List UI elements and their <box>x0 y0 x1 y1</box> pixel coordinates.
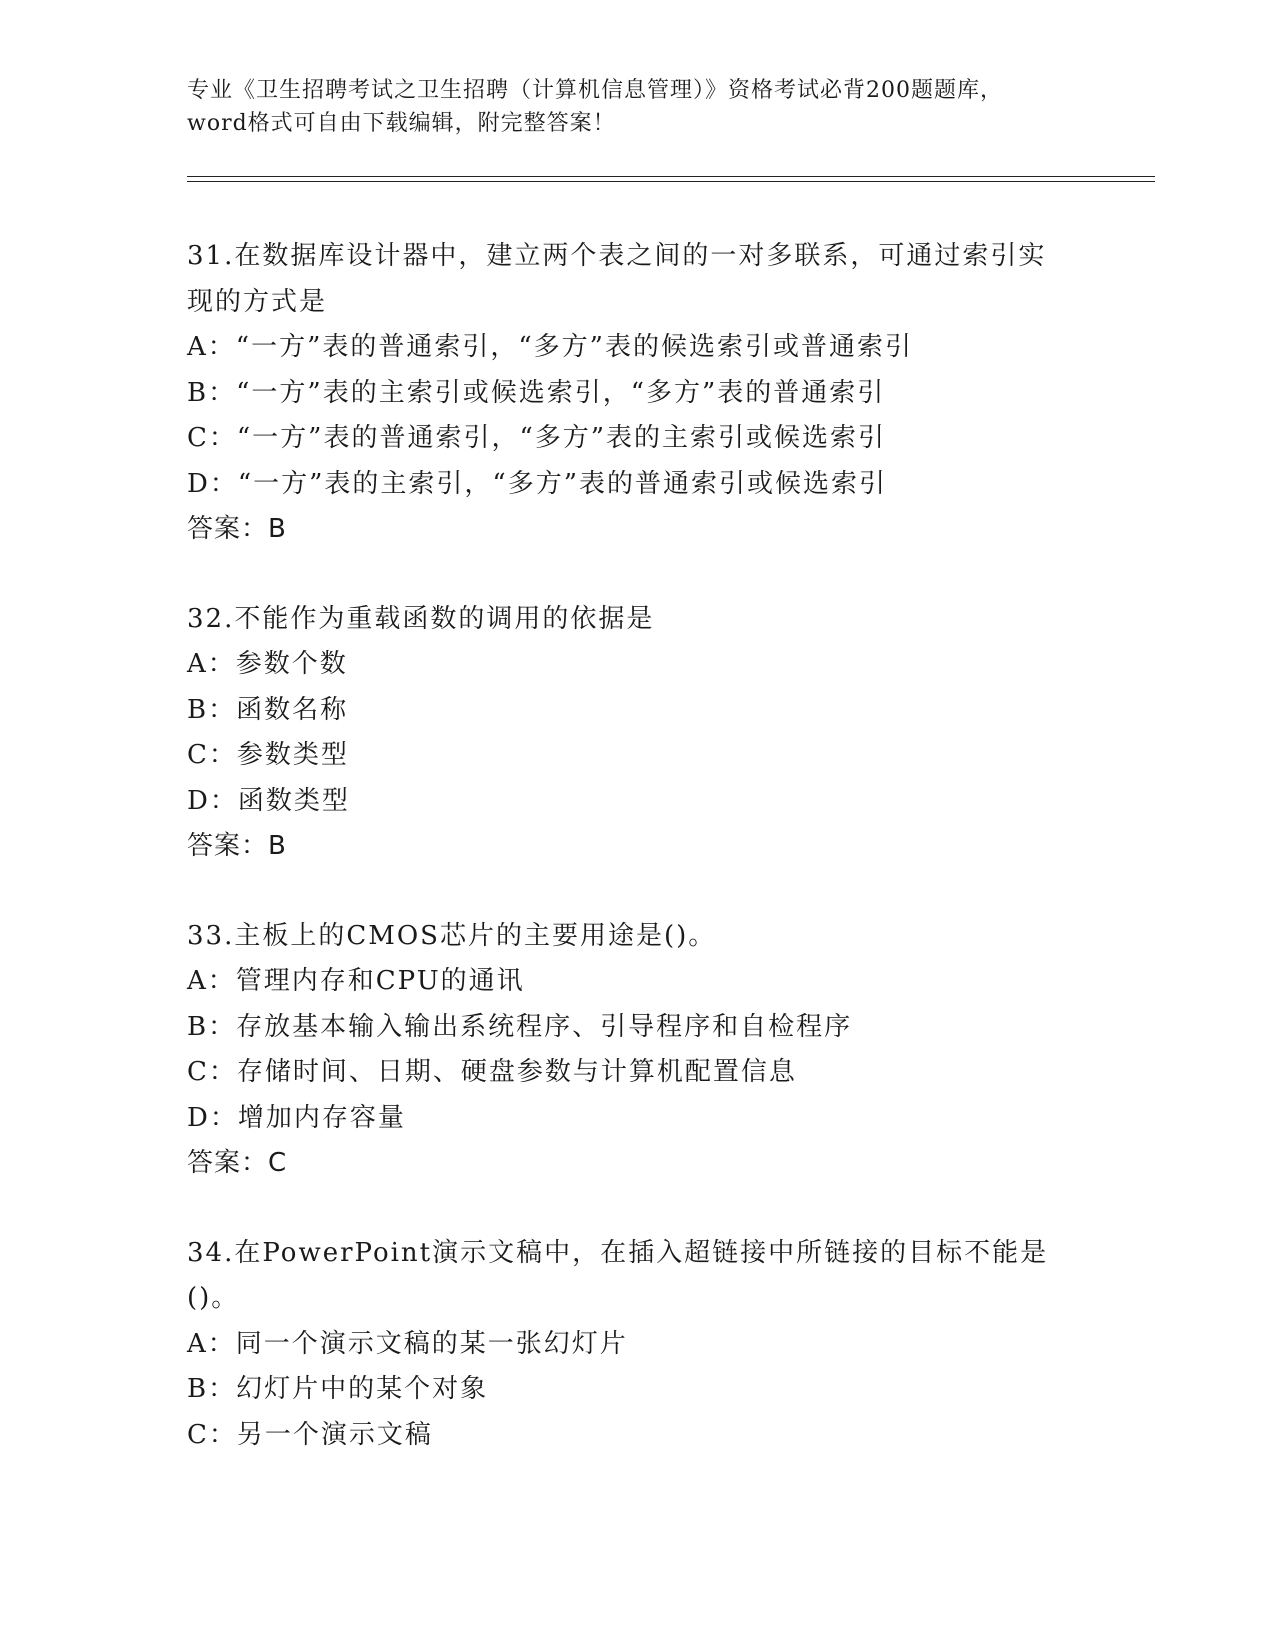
option-c: C：“一方”表的普通索引，“多方”表的主索引或候选索引 <box>187 423 887 453</box>
option-a: A：同一个演示文稿的某一张幻灯片 <box>187 1328 628 1359</box>
question-31 <box>187 234 1087 553</box>
header-divider-bottom <box>187 181 1155 182</box>
option-c: C：另一个演示文稿 <box>187 1419 433 1450</box>
header-title-line-1: 专业《卫生招聘考试之卫生招聘（计算机信息管理）》资格考试必背200题题库， <box>187 78 1003 103</box>
question-stem-continued: ()。 <box>187 1283 240 1313</box>
option-d: D：增加内存容量 <box>187 1102 406 1133</box>
option-c: C：参数类型 <box>187 740 349 770</box>
option-d: D：“一方”表的主索引，“多方”表的普通索引或候选索引 <box>187 468 888 499</box>
question-stem: 34.在PowerPoint演示文稿中，在插入超链接中所链接的目标不能是 <box>187 1237 1049 1268</box>
question-stem: 31.在数据库设计器中，建立两个表之间的一对多联系，可通过索引实 <box>187 241 1047 271</box>
answer-line: 答案：B <box>187 831 287 861</box>
question-stem: 33.主板上的CMOS芯片的主要用途是()。 <box>187 920 717 951</box>
document-header <box>187 74 1087 140</box>
answer-line: 答案：B <box>187 514 287 544</box>
option-b: B：“一方”表的主索引或候选索引，“多方”表的普通索引 <box>187 377 886 408</box>
question-34 <box>187 1231 1087 1459</box>
header-title-line-2: word格式可自由下载编辑，附完整答案！ <box>187 111 616 136</box>
option-a: A：参数个数 <box>187 649 348 679</box>
header-divider-top <box>187 176 1155 177</box>
question-stem-continued: 现的方式是 <box>187 286 328 317</box>
option-d: D：函数类型 <box>187 785 350 816</box>
question-32 <box>187 597 1087 870</box>
question-list <box>187 234 1087 1502</box>
option-a: A：“一方”表的普通索引，“多方”表的候选索引或普通索引 <box>187 332 913 362</box>
option-b: B：存放基本输入输出系统程序、引导程序和自检程序 <box>187 1011 853 1042</box>
option-a: A：管理内存和CPU的通讯 <box>187 966 525 996</box>
answer-line: 答案：C <box>187 1148 288 1178</box>
question-33 <box>187 914 1087 1187</box>
question-stem: 32.不能作为重载函数的调用的依据是 <box>187 603 655 634</box>
option-b: B：函数名称 <box>187 694 349 725</box>
option-b: B：幻灯片中的某个对象 <box>187 1374 489 1404</box>
option-c: C：存储时间、日期、硬盘参数与计算机配置信息 <box>187 1057 797 1087</box>
